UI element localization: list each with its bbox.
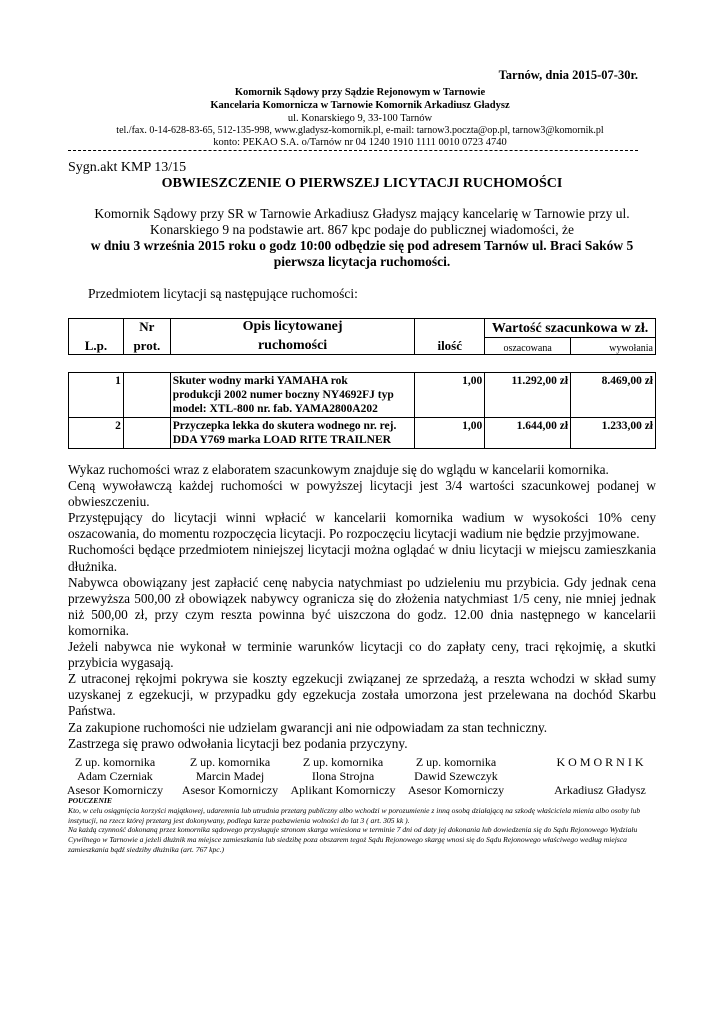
item-description-line: model: XTL-800 nr. fab. YAMA2800A202 xyxy=(172,403,378,415)
item-description-line: Skuter wodny marki YAMAHA rok xyxy=(172,375,348,387)
condition-paragraph: Ruchomości będące przedmiotem niniejszej licytacji można oglądać w dniu licytacji w miejscu zamieszkania dłużnika. xyxy=(68,542,656,574)
condition-paragraph: Zastrzega się prawo odwołania licytacji bez podania przyczyny. xyxy=(68,735,408,751)
header-separator xyxy=(68,150,638,151)
condition-paragraph: Z utraconej rękojmi pokrywa sie koszty egzekucji związanej ze sprzedażą, a reszta wchodzi w skład sumy uzyskanej z egzekucji, w przypadku gdy egzekucja została umorzona jest przelewana na dochód Skarbu Państwa. xyxy=(68,671,656,719)
subject-line: Przedmiotem licytacji są następujące ruchomości: xyxy=(88,286,358,301)
signature-block xyxy=(175,755,285,797)
condition-paragraph: Ceną wywoławczą każdej ruchomości w powyższej licytacji jest 3/4 wartości szacunkowej podanej w obwieszczeniu. xyxy=(68,478,656,510)
signature-block xyxy=(400,755,512,797)
legal-notice xyxy=(68,796,658,855)
signature-title: Asesor Komorniczy xyxy=(181,783,279,797)
office-address: ul. Konarskiego 9, 33-100 Tarnów xyxy=(287,113,433,124)
office-chancellery: Kancelaria Komornicza w Tarnowie Komornik Arkadiusz Gładysz xyxy=(210,100,510,111)
item-nr xyxy=(123,418,170,449)
signature-title: Aplikant Komorniczy xyxy=(290,783,396,797)
notice-text: Kto, w celu osiągnięcia korzyści majątkowej, udaremnia lub utrudnia przetarg publiczny albo wchodzi w porozumienie z inną osobą działającą na szkodę właściciela mienia albo osoby lub instytucji, na rzecz której przetarg jest dokonywany, podlega karze pozbawienia wolności do lat 3 ( art. 305 kk ). xyxy=(68,805,641,825)
header-lp: L.p. xyxy=(69,319,124,355)
signature-name: Adam Czerniak xyxy=(77,769,153,783)
item-starting-price: 1.233,00 zł xyxy=(571,418,656,449)
table-row xyxy=(69,418,656,449)
signature-title: Asesor Komorniczy xyxy=(66,783,164,797)
item-description-line: DDA Y769 marka LOAD RITE TRAILNER xyxy=(172,434,391,446)
signature-role: Z up. komornika xyxy=(189,755,271,769)
signature-role: K O M O R N I K xyxy=(556,755,644,769)
item-description xyxy=(170,373,415,418)
header-opis-bottom: ruchomości xyxy=(170,338,414,355)
items-table-header xyxy=(68,318,656,355)
intro-line-4: pierwsza licytacja ruchomości. xyxy=(273,254,451,269)
table-row xyxy=(69,373,656,418)
item-starting-price: 8.469,00 zł xyxy=(571,373,656,418)
signature-block xyxy=(60,755,170,797)
item-description xyxy=(170,418,415,449)
header-opis-top: Opis licytowanej xyxy=(170,319,414,338)
signature-name: Ilona Strojna xyxy=(311,769,375,783)
item-nr xyxy=(123,373,170,418)
item-estimated-value: 1.644,00 zł xyxy=(485,418,571,449)
item-quantity: 1,00 xyxy=(415,373,485,418)
intro-line-3: w dniu 3 września 2015 roku o godz 10:00 odbędzie się pod adresem Tarnów ul. Braci Saków 5 xyxy=(90,238,634,253)
item-lp: 2 xyxy=(69,418,124,449)
office-name: Komornik Sądowy przy Sądzie Rejonowym w Tarnowie xyxy=(234,87,486,98)
intro-line-1: Komornik Sądowy przy SR w Tarnowie Arkadiusz Gładysz mający kancelarię w Tarnowie przy ul. xyxy=(94,206,630,221)
header-ilosc: ilość xyxy=(415,319,485,355)
signature-block-bailiff xyxy=(540,755,660,797)
office-bank-account: konto: PEKAO S.A. o/Tarnów nr 04 1240 1910 1111 0010 0723 4740 xyxy=(213,137,507,148)
document-title: OBWIESZCZENIE O PIERWSZEJ LICYTACJI RUCHOMOŚCI xyxy=(161,176,563,191)
notice-text: Na każdą czynność dokonaną przez komornika sądowego przysługuje stronom skarga wniesiona w terminie 7 dni od daty jej dokonania lub dowiedzenia się do Sądu Rejonowego Wydziału Cywilnego w Tarnowie a jeżeli dłużnik ma miejsce zamieszkania lub siedzibę poza obszarem tegoż Sądu Rejonowego skargę wnosi się do Sądu Rejonowego właściwego według miejsca zamieszkania bądź siedziby dłużnika (art. 767 kpc.) xyxy=(68,825,638,854)
condition-paragraph: Za zakupione ruchomości nie udzielam gwarancji ani nie odpowiadam za stan techniczny. xyxy=(68,719,548,735)
intro-line-2: Konarskiego 9 na podstawie art. 867 kpc podaje do publicznej wiadomości, że xyxy=(149,222,574,237)
header-wywolania: wywołania xyxy=(571,338,656,355)
items-table xyxy=(68,372,656,449)
condition-paragraph: Jeżeli nabywca nie wykonał w terminie warunków licytacji co do zapłaty ceny, traci rękojmię, a skutki przybicia wygasają. xyxy=(68,639,656,671)
header-nr-bottom: prot. xyxy=(123,338,170,355)
signature-title: Arkadiusz Gładysz xyxy=(554,783,646,797)
signature-name: Dawid Szewczyk xyxy=(414,769,498,783)
item-lp: 1 xyxy=(69,373,124,418)
signature-title: Asesor Komorniczy xyxy=(407,783,505,797)
signature-role: Z up. komornika xyxy=(74,755,156,769)
intro-paragraph xyxy=(68,206,656,270)
office-contact: tel./fax. 0-14-628-83-65, 512-135-998, www.gladysz-komornik.pl, e-mail: tarnow3.poczta@op.pl, tarnow3@komornik.pl xyxy=(116,125,604,136)
item-estimated-value: 11.292,00 zł xyxy=(485,373,571,418)
document-date: Tarnów, dnia 2015-07-30r. xyxy=(498,68,638,82)
item-description-line: Przyczepka lekka do skutera wodnego nr. rej. xyxy=(172,420,397,432)
signature-block xyxy=(285,755,401,797)
conditions-text xyxy=(68,462,656,752)
header-nr-top: Nr xyxy=(123,319,170,338)
condition-paragraph: Przystępujący do licytacji winni wpłacić w kancelarii komornika wadium w wysokości 10% ceny oszacowania, do momentu rozpoczęcia licytacji. Po rozpoczęciu licytacji wadium nie będzie przyjmowane. xyxy=(68,510,656,542)
item-quantity: 1,00 xyxy=(415,418,485,449)
condition-paragraph: Nabywca obowiązany jest zapłacić cenę nabycia natychmiast po udzieleniu mu przybicia. Gdy jednak cena przewyższa 500,00 zł obowiązek nabywcy ogranicza się do złożenia natychmiast 1/5 ceny, nie mniej jednak niż 500,00 zł, przy czym reszta powinna być uiszczona do godz. 12.00 dnia następnego w kancelarii komornika. xyxy=(68,574,656,638)
header-wartosc: Wartość szacunkowa w zł. xyxy=(485,319,656,338)
condition-paragraph: Wykaz ruchomości wraz z elaboratem szacunkowym znajduje się do wglądu w kancelarii komornika. xyxy=(68,462,609,477)
signature-role: Z up. komornika xyxy=(415,755,497,769)
notice-heading: POUCZENIE xyxy=(68,796,112,805)
signature-role: Z up. komornika xyxy=(302,755,384,769)
case-reference: Sygn.akt KMP 13/15 xyxy=(68,160,187,175)
item-description-line: produkcji 2002 numer boczny NY4692FJ typ xyxy=(172,389,394,401)
signature-name: Marcin Madej xyxy=(195,769,265,783)
signature-name xyxy=(540,769,660,783)
header-oszacowana: oszacowana xyxy=(485,338,571,355)
